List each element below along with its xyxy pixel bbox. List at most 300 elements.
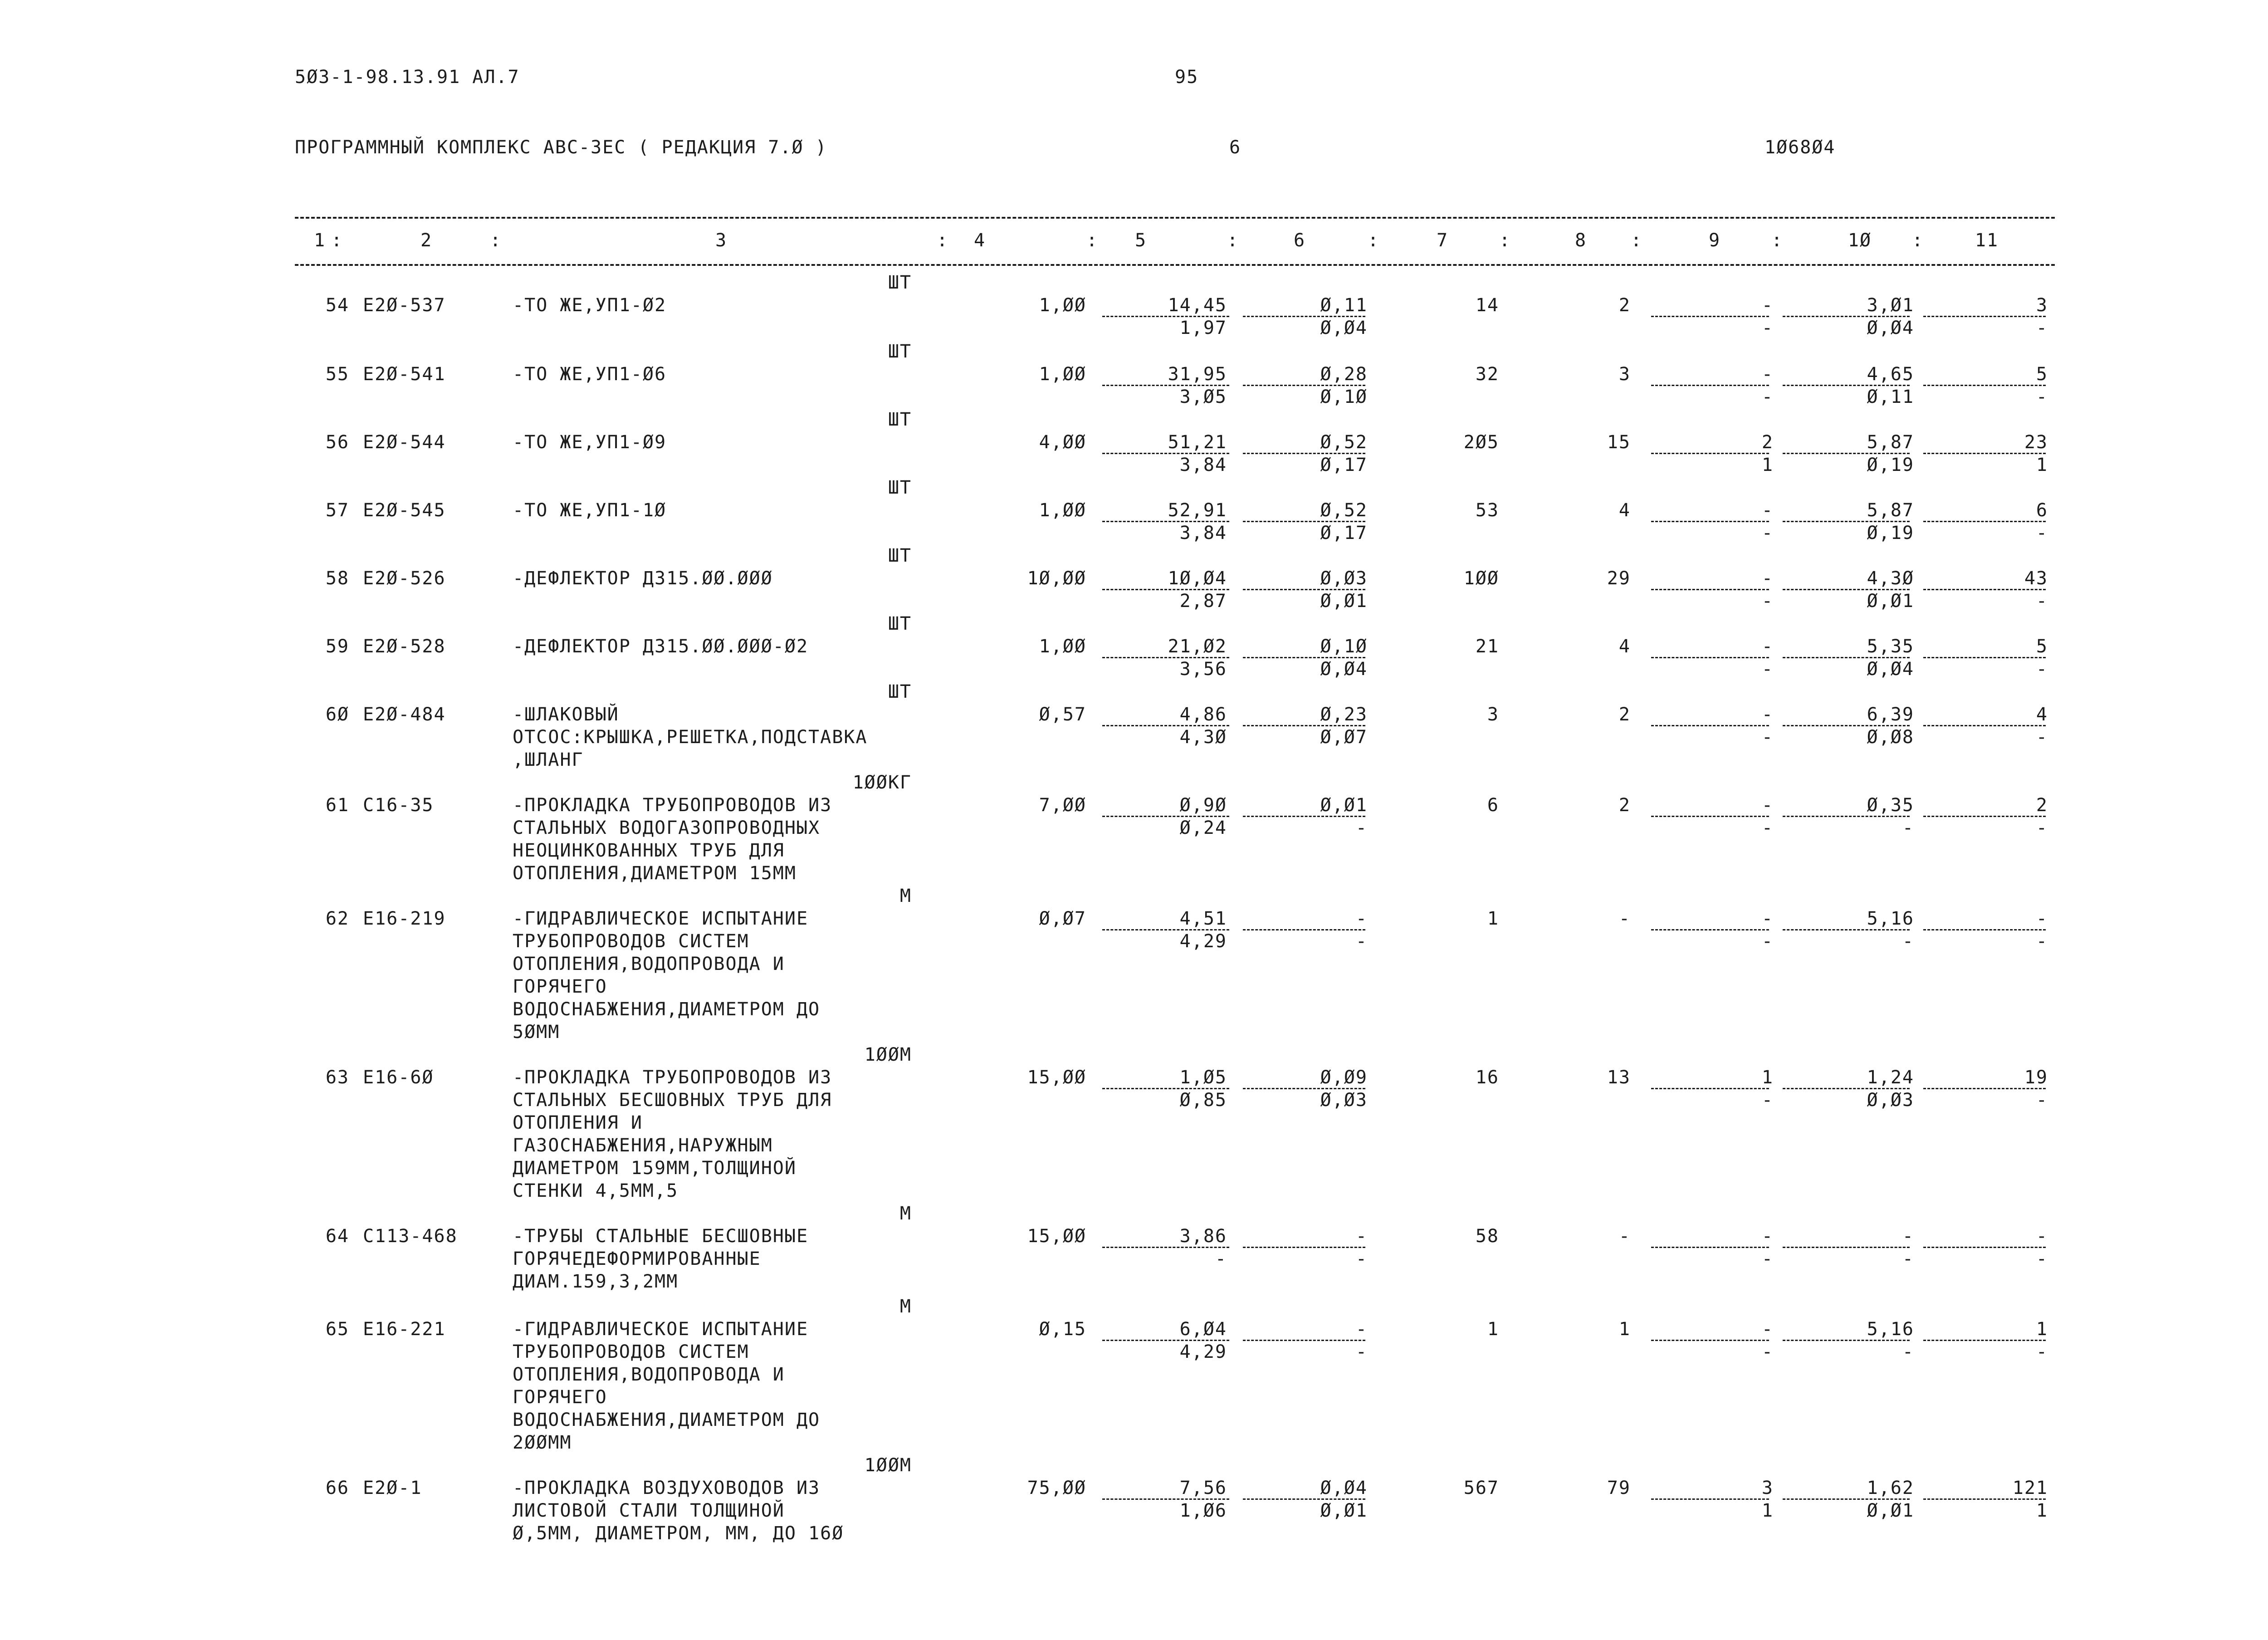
dash-rule-col5 xyxy=(1102,929,1229,930)
value-col10-sub: Ø,Ø1 xyxy=(1867,1500,1914,1521)
value-col10-sub: - xyxy=(1902,931,1914,952)
column-header-4: 4 xyxy=(973,230,986,251)
value-col9: 3 xyxy=(1761,1478,1774,1498)
row-description-line: НЕОЦИНКОВАННЫХ ТРУБ ДЛЯ xyxy=(513,840,785,861)
dash-rule-col5 xyxy=(1102,316,1229,317)
value-col6-sub: - xyxy=(1355,1341,1368,1362)
value-col8: 2 xyxy=(1618,704,1631,725)
value-col5-sub: 4,29 xyxy=(1179,931,1227,952)
dash-rule-col9 xyxy=(1651,385,1769,386)
column-header-9: 9 xyxy=(1708,230,1721,251)
row-description-line: ,ШЛАНГ xyxy=(513,749,584,770)
row-code: Е2Ø-526 xyxy=(363,568,446,589)
value-col5-sub: 1,Ø6 xyxy=(1179,1500,1227,1521)
dash-rule-col6 xyxy=(1243,521,1365,522)
value-col11-sub: - xyxy=(2036,1090,2048,1111)
row-description-line: ДИАМ.159,3,2ММ xyxy=(513,1271,679,1292)
unit-label: 1ØØКГ xyxy=(852,772,912,793)
value-col9-sub: 1 xyxy=(1761,455,1774,475)
value-col8: 15 xyxy=(1607,432,1631,453)
unit-label: ШТ xyxy=(888,613,912,634)
doc-id: 1Ø68Ø4 xyxy=(1765,137,1836,158)
dash-rule-col11 xyxy=(1923,589,2046,590)
row-code: С16-35 xyxy=(363,795,434,816)
column-header-6: 6 xyxy=(1293,230,1306,251)
value-col9-sub: - xyxy=(1761,727,1774,748)
dash-rule-col9 xyxy=(1651,521,1769,522)
row-code: Е2Ø-1 xyxy=(363,1478,422,1498)
value-col10-sub: Ø,19 xyxy=(1867,455,1914,475)
dash-rule-col11 xyxy=(1923,929,2046,930)
dash-rule-col11 xyxy=(1923,725,2046,726)
value-col7: 567 xyxy=(1463,1478,1499,1498)
value-col7: 58 xyxy=(1475,1226,1499,1247)
value-col6: Ø,11 xyxy=(1320,295,1368,316)
unit-label: 1ØØМ xyxy=(864,1044,912,1065)
value-col6: Ø,52 xyxy=(1320,500,1368,521)
row-description-line: ГОРЯЧЕГО xyxy=(513,976,607,997)
value-col9-sub: - xyxy=(1761,818,1774,838)
row-code: Е2Ø-541 xyxy=(363,364,446,385)
dash-rule-col11 xyxy=(1923,1088,2046,1089)
dash-rule-col6 xyxy=(1243,316,1365,317)
value-col7: 14 xyxy=(1475,295,1499,316)
value-col9-sub: - xyxy=(1761,931,1774,952)
value-col9: - xyxy=(1761,500,1774,521)
value-col6: Ø,1Ø xyxy=(1320,636,1368,657)
row-description-line: СТАЛЬНЫХ БЕСШОВНЫХ ТРУБ ДЛЯ xyxy=(513,1090,832,1111)
value-col11-sub: - xyxy=(2036,818,2048,838)
value-col10: 5,87 xyxy=(1867,432,1914,453)
row-description-line: ТРУБОПРОВОДОВ СИСТЕМ xyxy=(513,931,749,952)
value-col7: 16 xyxy=(1475,1067,1499,1088)
value-col10: 5,16 xyxy=(1867,1319,1914,1340)
unit-label: ШТ xyxy=(888,477,912,498)
value-col11: 121 xyxy=(2012,1478,2048,1498)
value-col9-sub: - xyxy=(1761,387,1774,407)
row-description-line: -ТРУБЫ СТАЛЬНЫЕ БЕСШОВНЫЕ xyxy=(513,1226,809,1247)
dash-rule-col11 xyxy=(1923,657,2046,658)
row-code: Е2Ø-537 xyxy=(363,295,446,316)
value-col10-sub: Ø,Ø3 xyxy=(1867,1090,1914,1111)
value-col11-sub: - xyxy=(2036,318,2048,338)
row-description-line: ВОДОСНАБЖЕНИЯ,ДИАМЕТРОМ ДО xyxy=(513,1410,821,1430)
dash-rule-col5 xyxy=(1102,725,1229,726)
dash-rule-col5 xyxy=(1102,453,1229,454)
dash-rule-col9 xyxy=(1651,657,1769,658)
row-description-line: -ДЕФЛЕКТОР Д315.ØØ.ØØØ xyxy=(513,568,773,589)
unit-label: ШТ xyxy=(888,409,912,430)
dash-rule-col5 xyxy=(1102,1498,1229,1500)
value-col10: 5,87 xyxy=(1867,500,1914,521)
value-col5: 14,45 xyxy=(1168,295,1227,316)
dash-rule-col6 xyxy=(1243,1088,1365,1089)
column-separator: : xyxy=(1499,230,1511,251)
dash-rule-col5 xyxy=(1102,657,1229,658)
value-col11-sub: - xyxy=(2036,1248,2048,1269)
dash-rule-col6 xyxy=(1243,453,1365,454)
value-col6-sub: Ø,Ø7 xyxy=(1320,727,1368,748)
value-col11-sub: 1 xyxy=(2036,1500,2048,1521)
row-description-line: -ПРОКЛАДКА ВОЗДУХОВОДОВ ИЗ xyxy=(513,1478,821,1498)
row-description-line: ОТСОС:КРЫШКА,РЕШЕТКА,ПОДСТАВКА xyxy=(513,727,868,748)
row-description-line: -ДЕФЛЕКТОР Д315.ØØ.ØØØ-Ø2 xyxy=(513,636,809,657)
dash-rule-col11 xyxy=(1923,816,2046,817)
row-description-line: ТРУБОПРОВОДОВ СИСТЕМ xyxy=(513,1341,749,1362)
value-col9: - xyxy=(1761,568,1774,589)
value-col9-sub: - xyxy=(1761,1341,1774,1362)
column-separator: : xyxy=(1227,230,1239,251)
dash-rule-col5 xyxy=(1102,816,1229,817)
value-col6: Ø,28 xyxy=(1320,364,1368,385)
column-header-8: 8 xyxy=(1574,230,1587,251)
row-code: С113-468 xyxy=(363,1226,458,1247)
unit-label: М xyxy=(899,1203,912,1224)
value-col6: Ø,52 xyxy=(1320,432,1368,453)
quantity: 1,ØØ xyxy=(1039,636,1086,657)
row-description-line: ОТОПЛЕНИЯ,ВОДОПРОВОДА И xyxy=(513,954,785,974)
value-col10: 5,16 xyxy=(1867,908,1914,929)
unit-label: ШТ xyxy=(888,545,912,566)
value-col10: 4,65 xyxy=(1867,364,1914,385)
value-col11-sub: - xyxy=(2036,387,2048,407)
dash-rule-col11 xyxy=(1923,316,2046,317)
section-number: 6 xyxy=(1229,137,1242,158)
value-col5-sub: 3,Ø5 xyxy=(1179,387,1227,407)
row-description-line: ГАЗОСНАБЖЕНИЯ,НАРУЖНЫМ xyxy=(513,1135,773,1156)
dash-rule-col10 xyxy=(1783,1340,1910,1341)
header-bottom-rule xyxy=(295,264,2055,266)
value-col6-sub: Ø,Ø1 xyxy=(1320,591,1368,612)
value-col5-sub: 2,87 xyxy=(1179,591,1227,612)
value-col7: 2Ø5 xyxy=(1463,432,1499,453)
value-col5-sub: - xyxy=(1215,1248,1227,1269)
value-col11-sub: - xyxy=(2036,591,2048,612)
row-description-line: 5ØММ xyxy=(513,1022,560,1043)
value-col6-sub: Ø,Ø1 xyxy=(1320,1500,1368,1521)
value-col5-sub: 3,84 xyxy=(1179,523,1227,543)
row-description-line: -ТО ЖЕ,УП1-Ø2 xyxy=(513,295,667,316)
value-col6-sub: Ø,Ø4 xyxy=(1320,318,1368,338)
column-separator: : xyxy=(937,230,949,251)
dash-rule-col9 xyxy=(1651,816,1769,817)
quantity: Ø,57 xyxy=(1039,704,1086,725)
dash-rule-col6 xyxy=(1243,385,1365,386)
value-col6: - xyxy=(1355,908,1368,929)
value-col8: 79 xyxy=(1607,1478,1631,1498)
value-col5: 52,91 xyxy=(1168,500,1227,521)
value-col11: 6 xyxy=(2036,500,2048,521)
value-col5: 1Ø,Ø4 xyxy=(1168,568,1227,589)
value-col11: 43 xyxy=(2024,568,2048,589)
dash-rule-col9 xyxy=(1651,1088,1769,1089)
dash-rule-col6 xyxy=(1243,1498,1365,1500)
value-col9: 1 xyxy=(1761,1067,1774,1088)
value-col5-sub: 1,97 xyxy=(1179,318,1227,338)
dash-rule-col5 xyxy=(1102,521,1229,522)
dash-rule-col6 xyxy=(1243,1340,1365,1341)
column-separator: : xyxy=(331,230,343,251)
row-description-line: -ШЛАКОВЫЙ xyxy=(513,704,619,725)
dash-rule-col10 xyxy=(1783,1247,1910,1248)
quantity: 1Ø,ØØ xyxy=(1027,568,1086,589)
row-description-line: ОТОПЛЕНИЯ,ВОДОПРОВОДА И xyxy=(513,1364,785,1385)
value-col11-sub: - xyxy=(2036,1341,2048,1362)
dash-rule-col10 xyxy=(1783,589,1910,590)
row-description-line: ОТОПЛЕНИЯ,ДИАМЕТРОМ 15ММ xyxy=(513,863,797,884)
row-number: 66 xyxy=(325,1478,349,1498)
value-col10: 1,62 xyxy=(1867,1478,1914,1498)
row-description-line: ВОДОСНАБЖЕНИЯ,ДИАМЕТРОМ ДО xyxy=(513,999,821,1020)
row-number: 55 xyxy=(325,364,349,385)
value-col10: - xyxy=(1902,1226,1914,1247)
column-separator: : xyxy=(490,230,502,251)
row-description-line: -ТО ЖЕ,УП1-Ø6 xyxy=(513,364,667,385)
value-col11: 23 xyxy=(2024,432,2048,453)
value-col11: 2 xyxy=(2036,795,2048,816)
value-col7: 32 xyxy=(1475,364,1499,385)
row-description-line: ЛИСТОВОЙ СТАЛИ ТОЛЩИНОЙ xyxy=(513,1500,785,1521)
dash-rule-col10 xyxy=(1783,385,1910,386)
value-col5: 21,Ø2 xyxy=(1168,636,1227,657)
row-description-line: -ТО ЖЕ,УП1-Ø9 xyxy=(513,432,667,453)
dash-rule-col11 xyxy=(1923,1247,2046,1248)
unit-label: М xyxy=(899,1296,912,1317)
row-description-line: ГОРЯЧЕДЕФОРМИРОВАННЫЕ xyxy=(513,1248,761,1269)
quantity: 1,ØØ xyxy=(1039,364,1086,385)
value-col10-sub: Ø,Ø4 xyxy=(1867,318,1914,338)
value-col8: 4 xyxy=(1618,636,1631,657)
row-description-line: ДИАМЕТРОМ 159ММ,ТОЛЩИНОЙ xyxy=(513,1158,797,1179)
value-col9-sub: - xyxy=(1761,1248,1774,1269)
value-col9: - xyxy=(1761,295,1774,316)
value-col9-sub: 1 xyxy=(1761,1500,1774,1521)
value-col11: 3 xyxy=(2036,295,2048,316)
row-number: 61 xyxy=(325,795,349,816)
value-col7: 1 xyxy=(1487,1319,1499,1340)
value-col6-sub: Ø,Ø4 xyxy=(1320,659,1368,680)
dash-rule-col10 xyxy=(1783,453,1910,454)
column-separator: : xyxy=(1368,230,1380,251)
dash-rule-col10 xyxy=(1783,1088,1910,1089)
value-col6-sub: Ø,Ø3 xyxy=(1320,1090,1368,1111)
unit-label: 1ØØМ xyxy=(864,1455,912,1476)
row-number: 63 xyxy=(325,1067,349,1088)
value-col11: 1 xyxy=(2036,1319,2048,1340)
value-col7: 1 xyxy=(1487,908,1499,929)
value-col9-sub: - xyxy=(1761,659,1774,680)
value-col11-sub: - xyxy=(2036,727,2048,748)
unit-label: ШТ xyxy=(888,341,912,362)
dash-rule-col9 xyxy=(1651,1340,1769,1341)
dash-rule-col6 xyxy=(1243,1247,1365,1248)
value-col5: 4,51 xyxy=(1179,908,1227,929)
value-col10-sub: - xyxy=(1902,1341,1914,1362)
value-col5: 4,86 xyxy=(1179,704,1227,725)
dash-rule-col11 xyxy=(1923,1340,2046,1341)
value-col7: 6 xyxy=(1487,795,1499,816)
row-code: Е2Ø-528 xyxy=(363,636,446,657)
dash-rule-col10 xyxy=(1783,929,1910,930)
row-description-line: 2ØØММ xyxy=(513,1432,572,1453)
value-col9: - xyxy=(1761,1319,1774,1340)
value-col6: Ø,Ø1 xyxy=(1320,795,1368,816)
value-col8: 2 xyxy=(1618,295,1631,316)
row-number: 62 xyxy=(325,908,349,929)
value-col9-sub: - xyxy=(1761,523,1774,543)
value-col11: 5 xyxy=(2036,364,2048,385)
row-description-line: -ГИДРАВЛИЧЕСКОЕ ИСПЫТАНИЕ xyxy=(513,908,809,929)
value-col5: 1,Ø5 xyxy=(1179,1067,1227,1088)
value-col10-sub: - xyxy=(1902,818,1914,838)
value-col5: 31,95 xyxy=(1168,364,1227,385)
value-col9: - xyxy=(1761,636,1774,657)
value-col6-sub: - xyxy=(1355,818,1368,838)
program-title: ПРОГРАММНЫЙ КОМПЛЕКС АВС-3ЕС ( РЕДАКЦИЯ 7.Ø ) xyxy=(295,137,827,158)
value-col9: - xyxy=(1761,908,1774,929)
value-col10-sub: - xyxy=(1902,1248,1914,1269)
value-col6-sub: - xyxy=(1355,1248,1368,1269)
dash-rule-col5 xyxy=(1102,589,1229,590)
unit-label: ШТ xyxy=(888,681,912,702)
value-col5: 51,21 xyxy=(1168,432,1227,453)
dash-rule-col5 xyxy=(1102,385,1229,386)
row-number: 6Ø xyxy=(325,704,349,725)
value-col10-sub: Ø,19 xyxy=(1867,523,1914,543)
column-separator: : xyxy=(1086,230,1099,251)
value-col11: - xyxy=(2036,908,2048,929)
dash-rule-col11 xyxy=(1923,521,2046,522)
column-header-7: 7 xyxy=(1436,230,1449,251)
unit-label: М xyxy=(899,886,912,906)
dash-rule-col6 xyxy=(1243,589,1365,590)
value-col9: 2 xyxy=(1761,432,1774,453)
row-code: Е2Ø-484 xyxy=(363,704,446,725)
quantity: 15,ØØ xyxy=(1027,1226,1086,1247)
dash-rule-col9 xyxy=(1651,589,1769,590)
value-col9: - xyxy=(1761,1226,1774,1247)
row-description-line: ГОРЯЧЕГО xyxy=(513,1387,607,1408)
row-number: 65 xyxy=(325,1319,349,1340)
dash-rule-col10 xyxy=(1783,521,1910,522)
value-col5: 7,56 xyxy=(1179,1478,1227,1498)
value-col6-sub: Ø,17 xyxy=(1320,455,1368,475)
doc-code: 5Ø3-1-98.13.91 АЛ.7 xyxy=(295,67,520,88)
value-col5: 3,86 xyxy=(1179,1226,1227,1247)
row-number: 56 xyxy=(325,432,349,453)
value-col8: 2 xyxy=(1618,795,1631,816)
value-col11-sub: 1 xyxy=(2036,455,2048,475)
row-code: Е16-219 xyxy=(363,908,446,929)
dash-rule-col5 xyxy=(1102,1088,1229,1089)
value-col8: 29 xyxy=(1607,568,1631,589)
dash-rule-col9 xyxy=(1651,725,1769,726)
value-col8: 13 xyxy=(1607,1067,1631,1088)
value-col6: Ø,23 xyxy=(1320,704,1368,725)
column-header-11: 11 xyxy=(1975,230,1999,251)
quantity: Ø,Ø7 xyxy=(1039,908,1086,929)
dash-rule-col9 xyxy=(1651,1247,1769,1248)
value-col5: Ø,9Ø xyxy=(1179,795,1227,816)
value-col5-sub: 3,56 xyxy=(1179,659,1227,680)
value-col9: - xyxy=(1761,704,1774,725)
value-col11-sub: - xyxy=(2036,659,2048,680)
column-header-3: 3 xyxy=(715,230,728,251)
row-code: Е2Ø-544 xyxy=(363,432,446,453)
value-col9-sub: - xyxy=(1761,1090,1774,1111)
value-col5-sub: 4,3Ø xyxy=(1179,727,1227,748)
dash-rule-col6 xyxy=(1243,816,1365,817)
column-separator: : xyxy=(1912,230,1924,251)
row-number: 58 xyxy=(325,568,349,589)
quantity: 7,ØØ xyxy=(1039,795,1086,816)
row-number: 57 xyxy=(325,500,349,521)
column-header-2: 2 xyxy=(420,230,433,251)
value-col6-sub: Ø,1Ø xyxy=(1320,387,1368,407)
dash-rule-col9 xyxy=(1651,316,1769,317)
value-col10: 3,Ø1 xyxy=(1867,295,1914,316)
row-description-line: -ПРОКЛАДКА ТРУБОПРОВОДОВ ИЗ xyxy=(513,795,832,816)
value-col6: Ø,Ø4 xyxy=(1320,1478,1368,1498)
value-col9: - xyxy=(1761,364,1774,385)
value-col7: 1ØØ xyxy=(1463,568,1499,589)
dash-rule-col11 xyxy=(1923,453,2046,454)
quantity: 15,ØØ xyxy=(1027,1067,1086,1088)
dash-rule-col5 xyxy=(1102,1340,1229,1341)
dash-rule-col9 xyxy=(1651,929,1769,930)
value-col10-sub: Ø,Ø8 xyxy=(1867,727,1914,748)
table-top-rule xyxy=(295,217,2055,219)
value-col10: 1,24 xyxy=(1867,1067,1914,1088)
dash-rule-col5 xyxy=(1102,1247,1229,1248)
quantity: 75,ØØ xyxy=(1027,1478,1086,1498)
value-col6: Ø,Ø3 xyxy=(1320,568,1368,589)
value-col8: 4 xyxy=(1618,500,1631,521)
value-col5-sub: 3,84 xyxy=(1179,455,1227,475)
value-col10: 5,35 xyxy=(1867,636,1914,657)
value-col8: 1 xyxy=(1618,1319,1631,1340)
row-number: 64 xyxy=(325,1226,349,1247)
row-number: 54 xyxy=(325,295,349,316)
row-description-line: СТАЛЬНЫХ ВОДОГАЗОПРОВОДНЫХ xyxy=(513,818,821,838)
value-col7: 3 xyxy=(1487,704,1499,725)
dash-rule-col10 xyxy=(1783,657,1910,658)
value-col9-sub: - xyxy=(1761,591,1774,612)
row-description-line: ОТОПЛЕНИЯ И xyxy=(513,1112,643,1133)
column-separator: : xyxy=(1771,230,1784,251)
column-header-1: 1 xyxy=(313,230,326,251)
dash-rule-col10 xyxy=(1783,1498,1910,1500)
value-col11: 19 xyxy=(2024,1067,2048,1088)
value-col8: - xyxy=(1618,908,1631,929)
row-description-line: -ПРОКЛАДКА ТРУБОПРОВОДОВ ИЗ xyxy=(513,1067,832,1088)
value-col7: 53 xyxy=(1475,500,1499,521)
value-col6: - xyxy=(1355,1319,1368,1340)
dash-rule-col11 xyxy=(1923,385,2046,386)
value-col6: - xyxy=(1355,1226,1368,1247)
column-header-10: 1Ø xyxy=(1848,230,1872,251)
dash-rule-col10 xyxy=(1783,316,1910,317)
dash-rule-col6 xyxy=(1243,929,1365,930)
value-col9-sub: - xyxy=(1761,318,1774,338)
dash-rule-col10 xyxy=(1783,816,1910,817)
value-col6-sub: Ø,17 xyxy=(1320,523,1368,543)
value-col10: 4,3Ø xyxy=(1867,568,1914,589)
row-code: Е16-221 xyxy=(363,1319,446,1340)
row-description-line: СТЕНКИ 4,5ММ,5 xyxy=(513,1180,679,1201)
column-separator: : xyxy=(1631,230,1643,251)
value-col7: 21 xyxy=(1475,636,1499,657)
